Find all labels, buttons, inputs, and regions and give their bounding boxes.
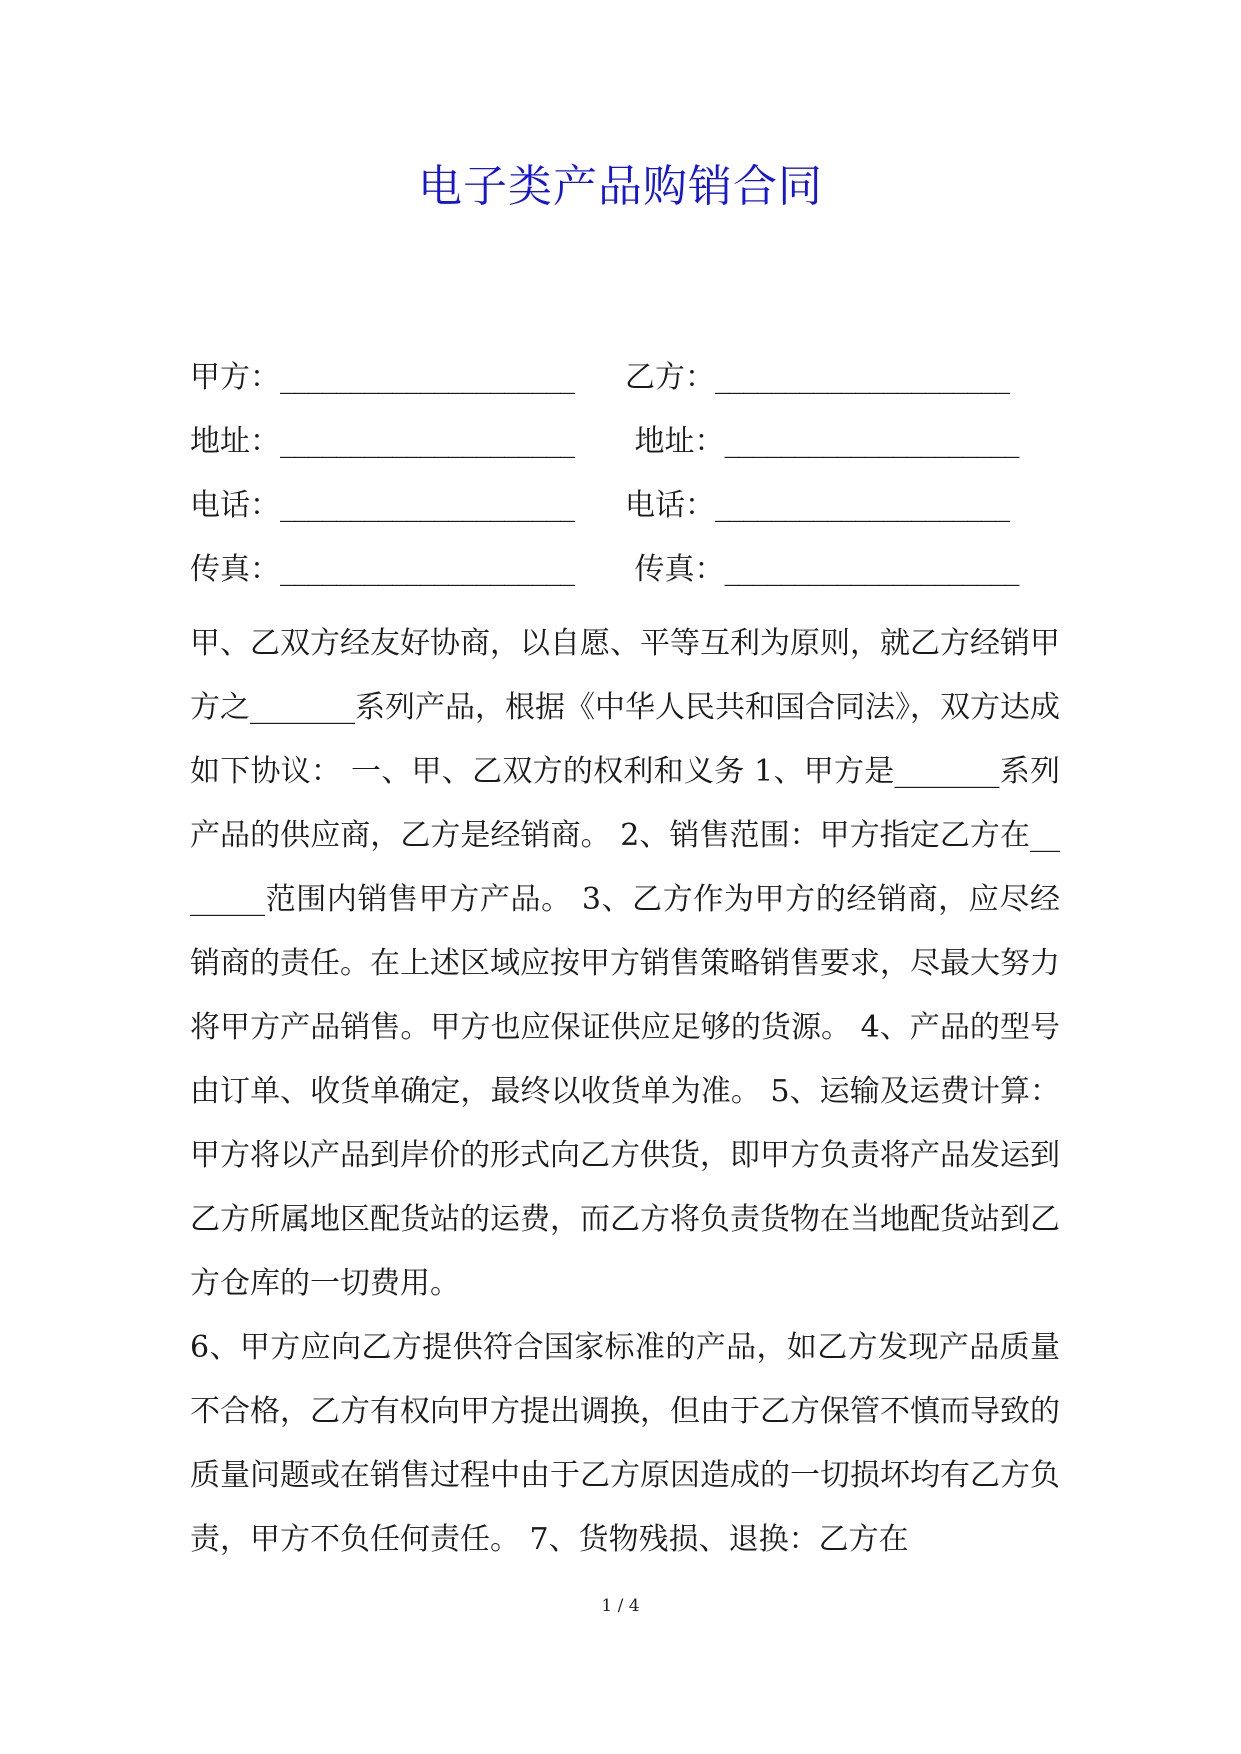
party-b-fax-blank: _____________________ <box>724 552 1019 587</box>
party-b-address-label: 地址： <box>625 424 725 459</box>
party-row-address <box>190 420 1060 484</box>
party-row-phone <box>190 484 1060 548</box>
party-row-fax <box>190 548 1060 612</box>
party-a-address-blank: _____________________ <box>280 424 574 459</box>
party-a-phone-cell <box>190 484 625 528</box>
party-b-fax-cell <box>625 548 1060 592</box>
document-title: 电子类产品购销合同 <box>418 161 823 212</box>
party-b-cell <box>625 356 1060 400</box>
party-a-phone-blank: _____________________ <box>280 488 574 523</box>
party-a-blank: _____________________ <box>280 360 574 395</box>
party-b-blank: _____________________ <box>715 360 1009 395</box>
page-number: 1 / 4 <box>601 1596 640 1616</box>
party-a-phone-label: 电话： <box>190 488 280 523</box>
party-b-address-cell <box>625 420 1060 464</box>
party-b-phone-label: 电话： <box>625 488 715 523</box>
party-a-fax-blank: _____________________ <box>280 552 574 587</box>
party-b-address-blank: _____________________ <box>724 424 1019 459</box>
party-a-address-cell <box>190 420 625 464</box>
party-a-cell <box>190 356 625 400</box>
party-b-phone-cell <box>625 484 1060 528</box>
contract-paragraph: 甲、乙双方经友好协商，以自愿、平等互利为原则，就乙方经销甲方之_______系列产品，根据《中华人民共和国合同法》，双方达成如下协议： 一、甲、乙双方的权利和义务 1、甲方是_______系列产品的供应商，乙方是经销商。 2、销售范围：甲方指定乙方在_______范围内销售甲方产品。 3、乙方作为甲方的经销商，应尽经销商的责任。在上述区域应按甲方销售策略销售要求，尽最大努力将甲方产品销售。甲方也应保证供应足够的货源。 4、产品的型号由订单、收货单确定，最终以收货单为准。 5、运输及运费计算：甲方将以产品到岸价的形式向乙方供货，即甲方负责将产品发运到乙方所属地区配货站的运费，而乙方将负责货物在当地配货站到乙方仓库的一切费用。 <box>190 626 1060 1301</box>
party-b-fax-label: 传真： <box>625 552 725 587</box>
contract-body <box>190 612 1060 1572</box>
party-a-fax-cell <box>190 548 625 592</box>
party-a-address-label: 地址： <box>190 424 280 459</box>
party-b-label: 乙方： <box>625 360 715 395</box>
contract-paragraph: 6、甲方应向乙方提供符合国家标准的产品，如乙方发现产品质量不合格，乙方有权向甲方提出调换，但由于乙方保管不慎而导致的质量问题或在销售过程中由于乙方原因造成的一切损坏均有乙方负责，甲方不负任何责任。 7、货物残损、退换：乙方在 <box>190 1330 1060 1557</box>
party-row-party <box>190 356 1060 420</box>
party-b-phone-blank: _____________________ <box>715 488 1009 523</box>
party-a-fax-label: 传真： <box>190 552 280 587</box>
party-a-label: 甲方： <box>190 360 280 395</box>
party-info-block <box>190 356 1060 612</box>
